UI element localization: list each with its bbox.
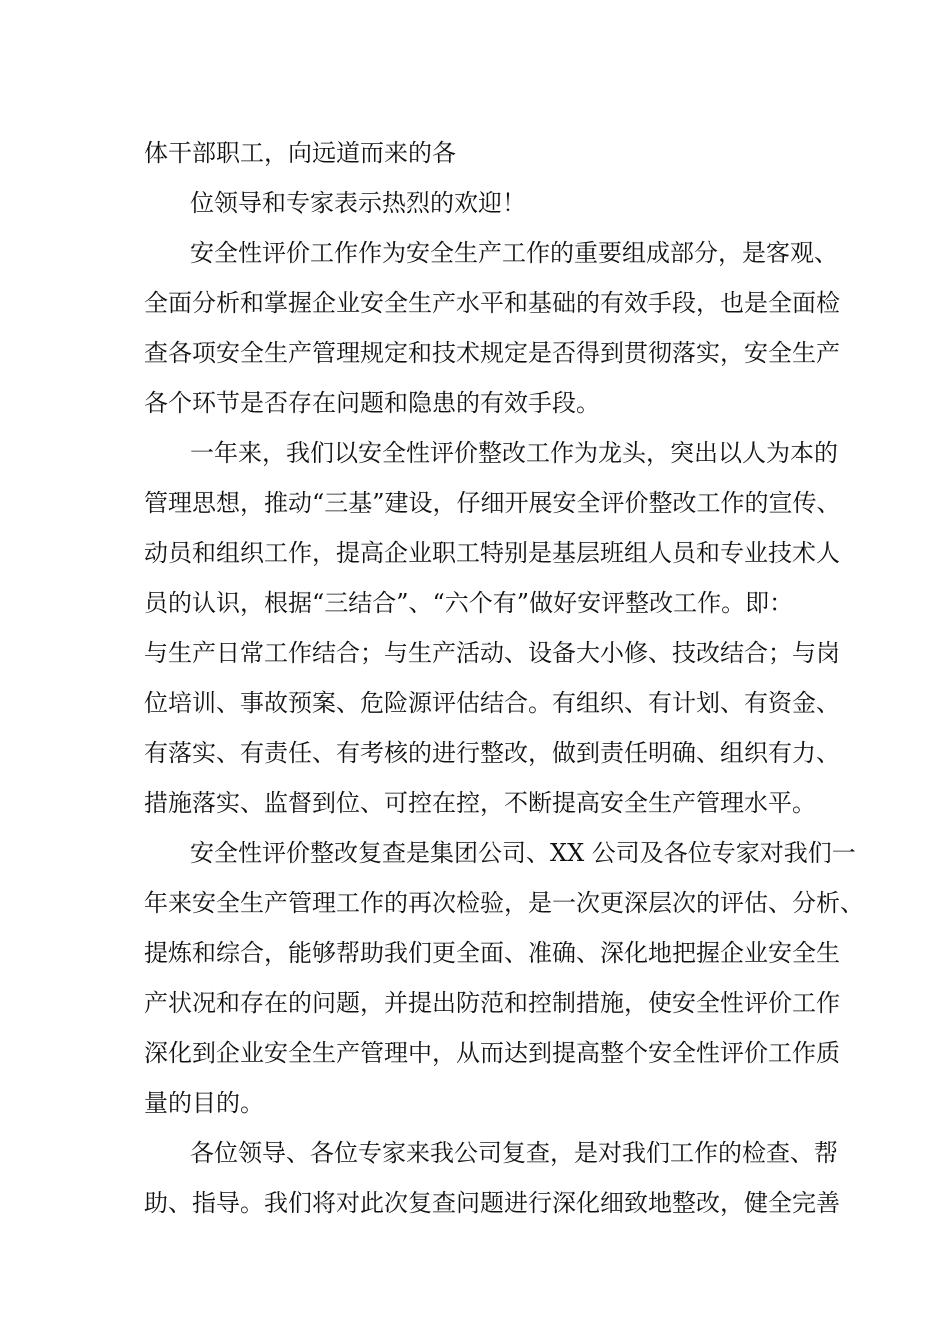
text-line: 安全性评价工作作为安全生产工作的重要组成部分，是客观、 bbox=[190, 239, 838, 267]
text-line: 位领导和专家表示热烈的欢迎！ bbox=[190, 189, 526, 217]
text-line: 提炼和综合，能够帮助我们更全面、准确、深化地把握企业安全生 bbox=[144, 939, 840, 967]
text-line: 年来安全生产管理工作的再次检验，是一次更深层次的评估、分析、 bbox=[144, 889, 864, 917]
text-line: 管理思想，推动“三基”建设，仔细开展安全评价整改工作的宣传、 bbox=[144, 489, 841, 517]
text-line: 各个环节是否存在问题和隐患的有效手段。 bbox=[144, 389, 600, 417]
text-line: 动员和组织工作，提高企业职工特别是基层班组人员和专业技术人 bbox=[144, 539, 840, 567]
text-line: 深化到企业安全生产管理中，从而达到提高整个安全性评价工作质 bbox=[144, 1039, 840, 1067]
text-line: 位培训、事故预案、危险源评估结合。有组织、有计划、有资金、 bbox=[144, 689, 840, 717]
document-body bbox=[144, 128, 864, 1228]
text-line: 量的目的。 bbox=[144, 1089, 264, 1117]
text-line: 各位领导、各位专家来我公司复查，是对我们工作的检查、帮 bbox=[190, 1139, 838, 1167]
text-line: 员的认识，根据“三结合”、“六个有”做好安评整改工作。即： bbox=[144, 589, 794, 617]
text-line: 与生产日常工作结合；与生产活动、设备大小修、技改结合；与岗 bbox=[144, 639, 840, 667]
text-line: 一年来，我们以安全性评价整改工作为龙头，突出以人为本的 bbox=[190, 439, 838, 467]
text-line: 查各项安全生产管理规定和技术规定是否得到贯彻落实，安全生产 bbox=[144, 339, 840, 367]
text-line: 全面分析和掌握企业安全生产水平和基础的有效手段，也是全面检 bbox=[144, 289, 840, 317]
text-line: 措施落实、监督到位、可控在控，不断提高安全生产管理水平。 bbox=[144, 789, 816, 817]
text-line: 有落实、有责任、有考核的进行整改，做到责任明确、组织有力、 bbox=[144, 739, 840, 767]
text-line: 安全性评价整改复查是集团公司、XX 公司及各位专家对我们一 bbox=[190, 839, 856, 867]
text-line: 助、指导。我们将对此次复查问题进行深化细致地整改，健全完善 bbox=[144, 1189, 840, 1217]
text-line: 产状况和存在的问题，并提出防范和控制措施，使安全性评价工作 bbox=[144, 989, 840, 1017]
text-line: 体干部职工，向远道而来的各 bbox=[144, 139, 456, 167]
